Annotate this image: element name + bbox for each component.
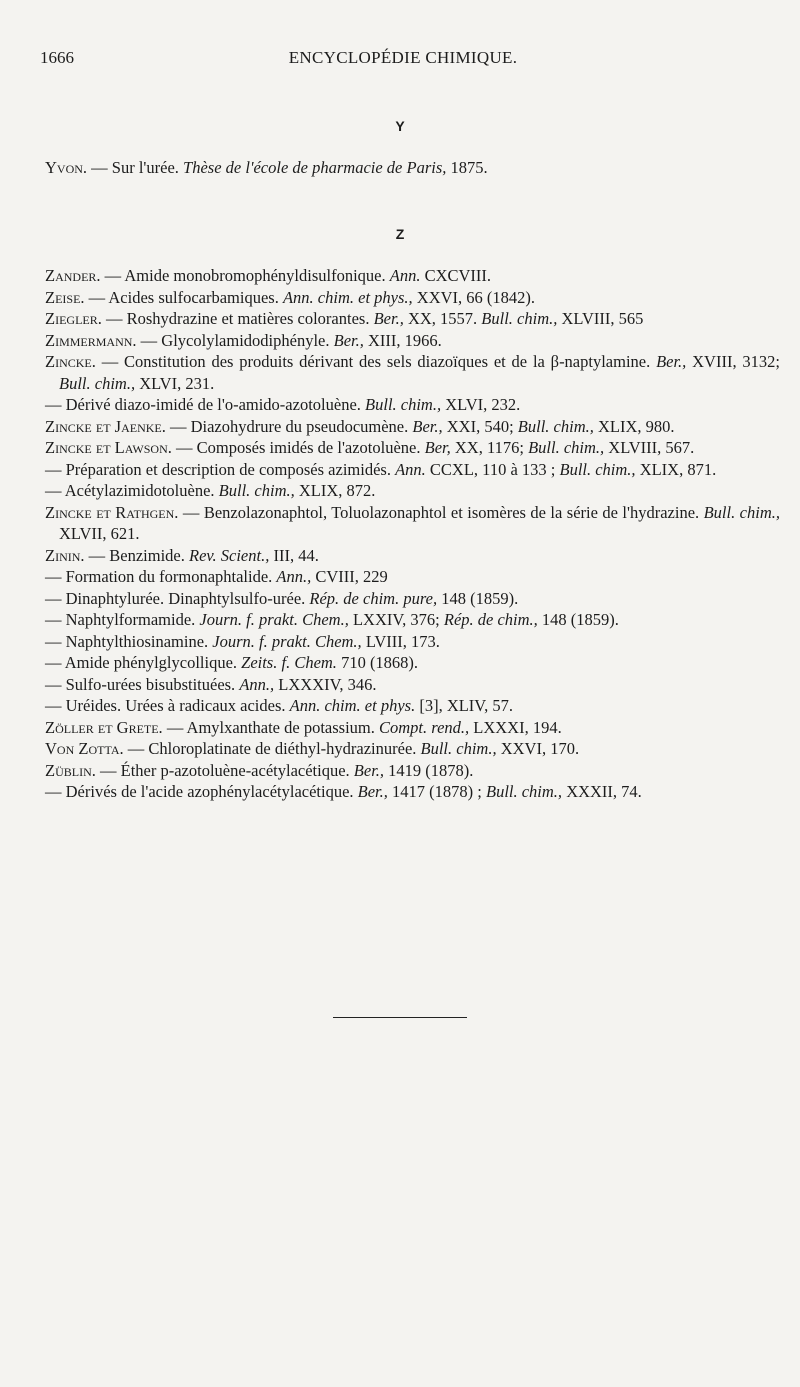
- entry-citation: Ber.,: [333, 330, 364, 350]
- entry-text: — Chloroplatinate de diéthyl-hydrazinurée.: [123, 739, 421, 758]
- entry-text: — Acétylazimidotoluène.: [45, 481, 219, 500]
- bibliography-entry: [45, 459, 780, 481]
- entry-text: — Constitution des produits dérivant des sels diazoïques et de la β-naptylamine.: [95, 352, 657, 371]
- entry-citation: Bull. chim.,: [485, 782, 563, 801]
- entry-text: — Uréides. Urées à radicaux acides.: [45, 696, 290, 715]
- entry-citation: Compt. rend.,: [379, 717, 470, 737]
- bibliography-entry: [45, 631, 780, 653]
- entry-author: Ziegler.: [45, 309, 102, 328]
- entry-text: — Naphtylthiosinamine.: [45, 631, 213, 651]
- entry-text: 148 (1859).: [437, 588, 519, 608]
- entry-citation: Rép. de chim. pure,: [309, 588, 438, 608]
- page-header: [40, 48, 766, 70]
- bibliography-entry: [45, 502, 780, 545]
- entry-text: XLIX, 871.: [635, 459, 717, 479]
- entry-text: XXVI, 170.: [496, 739, 580, 758]
- entry-text: LXXXIV, 346.: [274, 674, 377, 694]
- bibliography-entry: [45, 781, 780, 803]
- section-letter-z: Z: [395, 226, 405, 242]
- running-title: ENCYCLOPÉDIE CHIMIQUE.: [288, 48, 518, 67]
- entry-text: XX, 1176;: [450, 438, 529, 457]
- entry-text: — Roshydrazine et matières colorantes.: [101, 309, 374, 328]
- entry-text: LXXXI, 194.: [469, 717, 562, 737]
- entry-text: — Acides sulfocarbamiques.: [84, 287, 283, 307]
- entry-author: Zinin.: [45, 545, 85, 565]
- bibliography-entry: [45, 287, 780, 309]
- bibliography-entry: [45, 308, 780, 330]
- entry-citation: Ann.,: [239, 674, 275, 694]
- entry-text: — Amylxanthate de potassium.: [162, 717, 379, 737]
- bibliography-entry: [45, 416, 780, 438]
- entry-citation: Ann.: [389, 266, 421, 285]
- bibliography-entry: [45, 351, 780, 394]
- entry-citation: Bull. chim.,: [481, 309, 558, 328]
- entry-text: — Sur l'urée.: [87, 158, 184, 177]
- entry-text: LXXIV, 376;: [348, 610, 444, 629]
- entry-text: — Préparation et description de composés azimidés.: [45, 459, 396, 479]
- entry-author: Von Zotta.: [45, 739, 124, 758]
- entry-text: 1417 (1878) ;: [387, 782, 486, 801]
- entry-text: XLVI, 232.: [441, 395, 521, 414]
- entry-citation: Thèse de l'école de pharmacie de Paris,: [183, 158, 447, 177]
- entry-text: XLVII, 621.: [59, 524, 140, 543]
- entry-text: [3], XLIV, 57.: [415, 696, 513, 715]
- entry-text: — Dinaphtylurée. Dinaphtylsulfo-urée.: [45, 588, 310, 608]
- page-number: 1666: [40, 48, 74, 67]
- section-letter-y: Y: [395, 118, 405, 134]
- entry-text: XXXII, 74.: [562, 782, 642, 801]
- entry-author: Zincke.: [45, 352, 96, 371]
- entry-citation: Ber,: [424, 438, 451, 457]
- bibliography-entry: [45, 265, 780, 287]
- entry-citation: Journ. f. prakt. Chem.,: [199, 610, 349, 629]
- entry-citation: Ann. chim. et phys.: [289, 696, 416, 715]
- entry-text: — Composés imidés de l'azotoluène.: [171, 438, 425, 457]
- entry-citation: Ann. chim. et phys.,: [282, 287, 413, 307]
- bibliography-entry: [45, 760, 780, 782]
- bibliography-entry: [45, 674, 780, 696]
- entry-citation: Bull. chim.,: [559, 459, 636, 479]
- entry-text: — Diazohydrure du pseudocumène.: [165, 416, 413, 436]
- entry-citation: Bull. chim.,: [420, 739, 497, 758]
- entry-text: CCXL, 110 à 133 ;: [425, 459, 560, 479]
- entry-text: XLIX, 872.: [294, 481, 376, 500]
- entry-citation: Ber.,: [656, 352, 687, 371]
- entry-text: XVIII, 3132;: [686, 352, 780, 371]
- entries-z: [45, 265, 780, 803]
- entry-text: — Formation du formonaphtalide.: [45, 567, 277, 586]
- entry-citation: Bull. chim.,: [59, 373, 136, 393]
- entry-text: XLIX, 980.: [593, 416, 675, 436]
- entry-citation: Ber.,: [373, 309, 404, 328]
- entry-citation: Ann.: [395, 459, 426, 479]
- entry-text: — Amide phénylglycollique.: [45, 653, 242, 672]
- entry-text: XLVI, 231.: [135, 373, 215, 393]
- entry-text: XXI, 540;: [442, 416, 518, 436]
- bibliography-entry: [45, 652, 780, 674]
- entry-author: Zeise.: [45, 287, 85, 307]
- entry-text: — Éther p-azotoluène-acétylacétique.: [95, 760, 354, 780]
- entry-text: — Benzolazonaphtol, Toluolazonaphtol et isomères de la série de l'hydrazine.: [178, 502, 704, 522]
- entry-citation: Ann.,: [276, 567, 312, 586]
- entry-text: — Glycolylamidodiphényle.: [136, 330, 334, 350]
- entry-text: CVIII, 229: [311, 567, 388, 586]
- entry-citation: Ber.,: [412, 416, 443, 436]
- entry-text: XX, 1557.: [403, 309, 482, 328]
- entry-citation: Rép. de chim.,: [443, 610, 538, 629]
- bibliography-entry: [45, 738, 780, 760]
- entry-author: Zöller et Grete.: [45, 717, 163, 737]
- entry-author: Zander.: [45, 266, 101, 285]
- entry-author: Zimmermann.: [45, 330, 137, 350]
- entry-author: Züblin.: [45, 760, 96, 780]
- end-rule: [333, 1017, 467, 1018]
- entry-text: — Benzimide.: [84, 545, 190, 565]
- bibliography-entry: [45, 545, 780, 567]
- bibliography-entry: [45, 695, 780, 717]
- entry-citation: Bull. chim.,: [365, 395, 442, 414]
- entry-text: XLVIII, 565: [557, 309, 644, 328]
- entry-citation: Zeits. f. Chem.: [241, 653, 337, 672]
- entry-text: — Dérivé diazo-imidé de l'o-amido-azotoluène.: [45, 395, 366, 414]
- bibliography-entry: [45, 609, 780, 631]
- entry-text: III, 44.: [269, 545, 319, 565]
- entry-text: XIII, 1966.: [363, 330, 442, 350]
- bibliography-entry: [45, 330, 780, 352]
- entry-text: 148 (1859).: [537, 610, 619, 629]
- bibliography-entry: [45, 566, 780, 588]
- entry-author: Zincke et Lawson.: [45, 438, 172, 457]
- entry-text: LVIII, 173.: [361, 631, 440, 651]
- entry-citation: Ber.,: [353, 760, 385, 780]
- entry-author: Zincke et Rathgen.: [45, 502, 179, 522]
- entry-author: Zincke et Jaenke.: [45, 416, 166, 436]
- entry-text: — Naphtylformamide.: [45, 610, 200, 629]
- entry-text: 1875.: [446, 158, 488, 177]
- entry-citation: Bull. chim.,: [218, 481, 295, 500]
- entry-text: — Dérivés de l'acide azophénylacétylacétique.: [45, 782, 358, 801]
- entry-citation: Rev. Scient.,: [189, 545, 270, 565]
- entry-text: 1419 (1878).: [384, 760, 474, 780]
- bibliography-entry: [45, 437, 780, 459]
- entry-citation: Bull. chim.,: [517, 416, 594, 436]
- entry-author: Yvon.: [45, 158, 88, 177]
- bibliography-entry: [45, 588, 780, 610]
- entry-citation: Journ. f. prakt. Chem.,: [212, 631, 362, 651]
- entries-y: [45, 157, 780, 179]
- entry-citation: Ber.,: [357, 782, 388, 801]
- entry-text: XLVIII, 567.: [604, 438, 695, 457]
- entry-citation: Bull. chim.,: [528, 438, 605, 457]
- entry-text: — Amide monobromophényldisulfonique.: [100, 266, 390, 285]
- bibliography-entry: [45, 717, 780, 739]
- bibliography-entry: [45, 157, 780, 179]
- entry-citation: Bull. chim.,: [703, 502, 780, 522]
- entry-text: CXCVIII.: [420, 266, 492, 285]
- entry-text: XXVI, 66 (1842).: [412, 287, 536, 307]
- entry-text: — Sulfo-urées bisubstituées.: [45, 674, 240, 694]
- bibliography-entry: [45, 394, 780, 416]
- entry-text: 710 (1868).: [336, 653, 419, 672]
- bibliography-entry: [45, 480, 780, 502]
